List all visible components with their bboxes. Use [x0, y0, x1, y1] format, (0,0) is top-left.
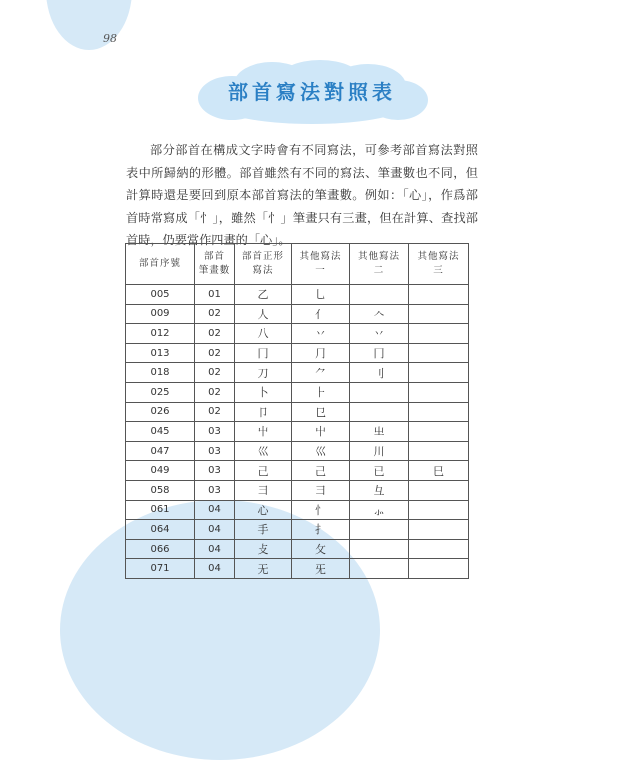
table-cell: 心 [235, 500, 292, 520]
table-cell [409, 343, 469, 363]
table-cell [350, 539, 409, 559]
table-row [126, 363, 469, 383]
table-cell: 03 [195, 441, 235, 461]
column-header-line: 筆畫數 [198, 265, 231, 276]
title-cloud [192, 60, 432, 126]
table-cell: 卩 [235, 402, 292, 422]
table-row [126, 559, 469, 579]
table-cell [409, 382, 469, 402]
table-cell: 005 [126, 285, 195, 305]
table-cell: 乚 [292, 285, 350, 305]
table-cell: 㔾 [292, 402, 350, 422]
table-cell: 彑 [350, 480, 409, 500]
table-cell: 屮 [235, 422, 292, 442]
table-cell: 彐 [292, 480, 350, 500]
table-cell: 04 [195, 500, 235, 520]
table-cell: 巛 [235, 441, 292, 461]
table-cell [409, 324, 469, 344]
table-cell: 已 [350, 461, 409, 481]
column-header-line: 其他寫法 [417, 251, 460, 262]
column-header-line: 部首序號 [138, 258, 181, 269]
table-cell: 丷 [350, 324, 409, 344]
table-cell: 攴 [235, 539, 292, 559]
column-header-line: 寫法 [252, 265, 274, 276]
table-cell: 02 [195, 343, 235, 363]
table-cell: 02 [195, 363, 235, 383]
intro-paragraph [126, 139, 478, 252]
column-header-line: 一 [315, 265, 326, 276]
table-cell: ⺗ [350, 500, 409, 520]
table-cell: 己 [235, 461, 292, 481]
table-cell: 卜 [235, 382, 292, 402]
table-cell [409, 422, 469, 442]
table-cell: 066 [126, 539, 195, 559]
table-cell: 061 [126, 500, 195, 520]
table-row [126, 500, 469, 520]
table-cell: 026 [126, 402, 195, 422]
table-cell: 扌 [292, 520, 350, 540]
decorative-circle-top [46, 0, 132, 50]
table-cell: 02 [195, 402, 235, 422]
table-cell: 八 [235, 324, 292, 344]
table-cell: 屮 [292, 422, 350, 442]
table-cell: 巳 [409, 461, 469, 481]
table-cell [350, 285, 409, 305]
table-cell: 047 [126, 441, 195, 461]
table-cell: 乙 [235, 285, 292, 305]
table-cell: ⺊ [292, 382, 350, 402]
column-header-line: 其他寫法 [357, 251, 400, 262]
column-header [235, 244, 292, 285]
table-cell: 手 [235, 520, 292, 540]
table-cell: 冂 [235, 343, 292, 363]
table-cell: 川 [350, 441, 409, 461]
table-cell: 彐 [235, 480, 292, 500]
table-body [126, 285, 469, 579]
table-cell: 03 [195, 461, 235, 481]
column-header-line: 部首正形 [241, 251, 284, 262]
table-row [126, 343, 469, 363]
column-header-line: 三 [433, 265, 444, 276]
table-header-row [126, 244, 469, 285]
table-cell: 冂 [350, 343, 409, 363]
table-row [126, 441, 469, 461]
table-cell [409, 500, 469, 520]
radical-comparison-table [125, 243, 469, 579]
table-cell [350, 382, 409, 402]
table-cell: 01 [195, 285, 235, 305]
column-header-line: 其他寫法 [299, 251, 342, 262]
table-cell [350, 402, 409, 422]
table-cell [409, 559, 469, 579]
column-header [350, 244, 409, 285]
table-cell: 刂 [350, 363, 409, 383]
table-cell: 071 [126, 559, 195, 579]
column-header-line: 部首 [203, 251, 225, 262]
table-cell [409, 402, 469, 422]
table-row [126, 480, 469, 500]
intro-text: 部分部首在構成文字時會有不同寫法，可參考部首寫法對照表中所歸納的形體。部首雖然有不同的寫法、筆畫數也不同，但計算時還是要回到原本部首寫法的筆畫數。例如：「心」，作爲部首時常寫成「忄」，雖然「忄」筆畫只有三畫，但在計算、查找部首時，仍要當作四畫的「心」。 [126, 143, 478, 247]
table-cell: 丷 [292, 324, 350, 344]
table-cell: 025 [126, 382, 195, 402]
table-row [126, 520, 469, 540]
table-cell: 无 [235, 559, 292, 579]
table-cell: 人 [235, 304, 292, 324]
table-cell: 巛 [292, 441, 350, 461]
table-cell: 02 [195, 382, 235, 402]
table-cell [409, 520, 469, 540]
table-cell: 013 [126, 343, 195, 363]
table-row [126, 285, 469, 305]
table-cell [350, 520, 409, 540]
table-cell: 己 [292, 461, 350, 481]
table-cell: 04 [195, 520, 235, 540]
table-cell [409, 480, 469, 500]
table-cell: 03 [195, 480, 235, 500]
table-row [126, 461, 469, 481]
table-cell: 旡 [292, 559, 350, 579]
table-row [126, 382, 469, 402]
column-header [409, 244, 469, 285]
table-cell: 𠆢 [350, 304, 409, 324]
column-header-line: 二 [373, 265, 385, 276]
column-header [126, 244, 195, 285]
table-cell: 02 [195, 324, 235, 344]
table-cell: 刀 [235, 363, 292, 383]
table-cell: 攵 [292, 539, 350, 559]
table-cell: 㞢 [350, 422, 409, 442]
table-cell: ⺆ [292, 343, 350, 363]
table-cell: 058 [126, 480, 195, 500]
table-cell: 02 [195, 304, 235, 324]
table-row [126, 539, 469, 559]
table-cell: 064 [126, 520, 195, 540]
table-cell: 04 [195, 539, 235, 559]
table-row [126, 324, 469, 344]
table-row [126, 422, 469, 442]
table-cell: 018 [126, 363, 195, 383]
table-cell [409, 441, 469, 461]
table-cell [409, 539, 469, 559]
table-cell: 忄 [292, 500, 350, 520]
table-row [126, 402, 469, 422]
page-title: 部首寫法對照表 [228, 80, 396, 104]
table-cell [409, 304, 469, 324]
table-cell: 04 [195, 559, 235, 579]
table-cell: ⺈ [292, 363, 350, 383]
table-cell: 045 [126, 422, 195, 442]
table-cell [409, 285, 469, 305]
table-cell: 009 [126, 304, 195, 324]
table-cell: 012 [126, 324, 195, 344]
table-row [126, 304, 469, 324]
table-cell: 03 [195, 422, 235, 442]
page-number: 98 [103, 32, 117, 45]
column-header [195, 244, 235, 285]
column-header [292, 244, 350, 285]
table-cell [350, 559, 409, 579]
table-cell: 049 [126, 461, 195, 481]
table-cell: 亻 [292, 304, 350, 324]
table-cell [409, 363, 469, 383]
